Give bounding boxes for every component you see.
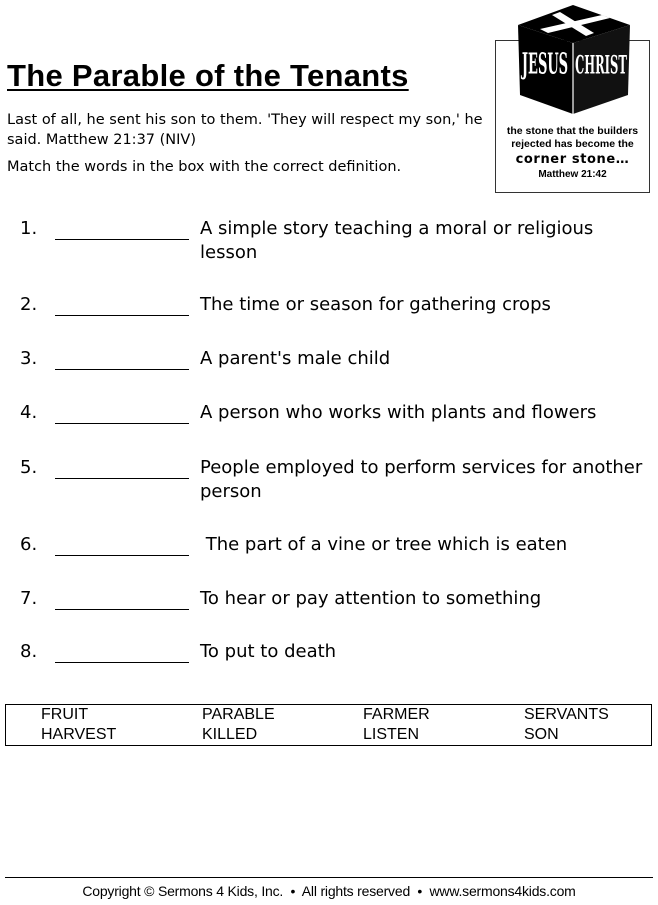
footer-divider: [5, 877, 653, 878]
footer-copyright: Copyright © Sermons 4 Kids, Inc. • All rights reserved • www.sermons4kids.com: [82, 883, 576, 899]
answer-blank[interactable]: [55, 642, 189, 663]
question-definition: A parent's male child: [200, 348, 391, 369]
question-number: 2.: [20, 294, 38, 315]
instructions: Match the words in the box with the correct definition.: [7, 159, 402, 175]
caption-reference: Matthew 21:42: [538, 169, 607, 180]
word-bank-item: KILLED: [202, 726, 258, 743]
caption-corner-stone: corner stone…: [515, 152, 630, 167]
question-definition: To hear or pay attention to something: [200, 588, 542, 609]
question-number: 4.: [20, 402, 38, 423]
question-definition: A simple story teaching a moral or religious lesson: [200, 218, 594, 263]
page-title: The Parable of the Tenants: [7, 58, 409, 93]
corner-stone-caption: [496, 125, 649, 181]
question-definition: People employed to perform services for another person: [200, 457, 643, 502]
word-bank-item: SERVANTS: [524, 706, 609, 723]
caption-line-1: the stone that the builders: [506, 125, 639, 137]
question-definition: A person who works with plants and flowers: [200, 402, 597, 423]
word-bank-item: FARMER: [363, 706, 430, 723]
answer-blank[interactable]: [55, 295, 189, 316]
answer-blank[interactable]: [55, 535, 189, 556]
svg-text:CHRIST: CHRIST: [575, 50, 627, 80]
question-number: 6.: [20, 534, 38, 555]
question-number: 3.: [20, 348, 38, 369]
scripture-verse: Last of all, he sent his son to them. 'They will respect my son,' he said. Matthew 21:37 (NIV): [7, 112, 483, 148]
question-number: 7.: [20, 588, 38, 609]
answer-blank[interactable]: [55, 403, 189, 424]
word-bank: [5, 704, 652, 746]
answer-blank[interactable]: [55, 589, 189, 610]
question-definition: The time or season for gathering crops: [200, 294, 551, 315]
jesus-christ-cube-icon: [512, 3, 635, 116]
answer-blank[interactable]: [55, 458, 189, 479]
question-number: 1.: [20, 218, 38, 239]
question-number: 5.: [20, 457, 38, 478]
caption-line-2: rejected has become the: [511, 138, 634, 150]
word-bank-item: PARABLE: [202, 706, 275, 723]
question-number: 8.: [20, 641, 38, 662]
word-bank-item: HARVEST: [41, 726, 117, 743]
answer-blank[interactable]: [55, 219, 189, 240]
answer-blank[interactable]: [55, 349, 189, 370]
word-bank-item: LISTEN: [363, 726, 420, 743]
svg-text:JESUS: JESUS: [521, 47, 569, 82]
word-bank-item: FRUIT: [41, 706, 89, 723]
question-definition: The part of a vine or tree which is eaten: [200, 534, 568, 555]
word-bank-item: SON: [524, 726, 559, 743]
question-definition: To put to death: [200, 641, 337, 662]
